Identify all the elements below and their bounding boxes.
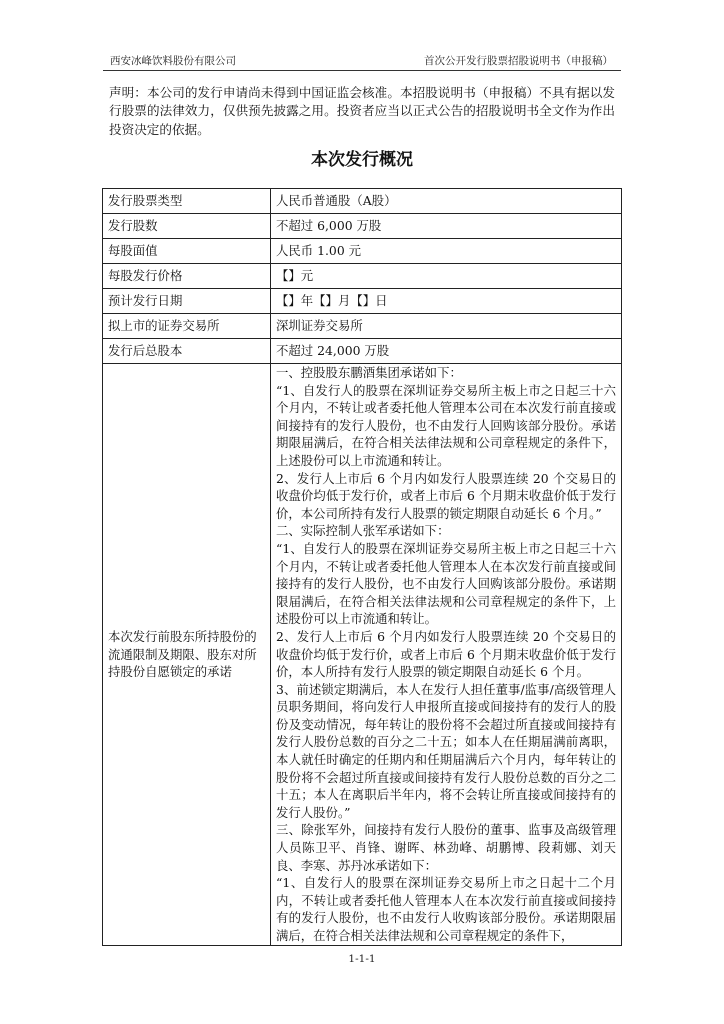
table-row: [103, 339, 622, 364]
row-label: 每股面值: [103, 239, 271, 264]
lockup-commitments: [271, 364, 622, 946]
table-row: [103, 314, 622, 339]
row-value: 深圳证券交易所: [271, 314, 622, 339]
table-row: [103, 264, 622, 289]
row-label: 发行后总股本: [103, 339, 271, 364]
row-value: 【】年【】月【】日: [271, 289, 622, 314]
row-value: 【】元: [271, 264, 622, 289]
commitment-paragraph: “1、自发行人的股票在深圳证券交易所上市之日起十二个月内，不转让或者委托他人管理本人在本次发行前直接或间接持有的发行人股份，也不由发行人收购该部分股份。承诺期限届满后，在符合相关法律法规和公司章程规定的条件下，: [276, 875, 616, 943]
row-label: 发行股数: [103, 214, 271, 239]
commitment-paragraph: 三、除张军外，间接持有发行人股份的董事、监事及高级管理人员陈卫平、肖锋、谢晖、林劲峰、胡鹏博、段莉娜、刘天良、李寒、苏丹冰承诺如下：: [276, 822, 616, 873]
lockup-label: 本次发行前股东所持股份的流通限制及期限、股东对所持股份自愿锁定的承诺: [103, 364, 271, 946]
section-title: 本次发行概况: [311, 150, 413, 170]
document-title: 首次公开发行股票招股说明书（申报稿）: [424, 55, 613, 67]
commitment-paragraph: 3、前述锁定期满后，本人在发行人担任董事/监事/高级管理人员职务期间，将向发行人申报所直接或间接持有的发行人的股份及变动情况，每年转让的股份将不会超过所直接或间接持有发行人股份总数的百分之二十五；如本人在任期届满前离职，本人就任时确定的任期内和任期届满后六个月内，每年转让的股份将不会超过所直接或间接持有发行人股份总数的百分之二十五；本人在离职后半年内，将不会转让所直接或间接持有的发行人股份。”: [276, 681, 616, 820]
commitment-paragraph: “1、自发行人的股票在深圳证券交易所主板上市之日起三十六个月内，不转让或者委托他人管理本公司在本次发行前直接或间接持有的发行人股份，也不由发行人回购该部分股份。承诺期限届满后，在符合相关法律法规和公司章程规定的条件下，上述股份可以上市流通和转让。: [276, 382, 616, 468]
lockup-row: [103, 364, 622, 946]
page-number: 1-1-1: [348, 953, 376, 965]
offering-overview-table: [102, 188, 622, 946]
disclaimer-statement: 声明：本公司的发行申请尚未得到中国证监会核准。本招股说明书（申报稿）不具有据以发行股票的法律效力，仅供预先披露之用。投资者应当以正式公告的招股说明书全文作为作出投资决定的依据。: [109, 85, 615, 137]
table-row: [103, 189, 622, 214]
company-name: 西安冰峰饮料股份有限公司: [110, 55, 236, 67]
table-row: [103, 239, 622, 264]
commitment-paragraph: 2、发行人上市后 6 个月内如发行人股票连续 20 个交易日的收盘价均低于发行价，或者上市后 6 个月期末收盘价低于发行价，本公司所持有发行人股票的锁定期限自动延长 6 个月。”: [276, 470, 616, 521]
table-row: [103, 214, 622, 239]
row-label: 预计发行日期: [103, 289, 271, 314]
row-value: 不超过 24,000 万股: [271, 339, 622, 364]
commitment-paragraph: 一、控股股东鹏酒集团承诺如下：: [276, 365, 462, 380]
commitment-paragraph: 2、发行人上市后 6 个月内如发行人股票连续 20 个交易日的收盘价均低于发行价，或者上市后 6 个月期末收盘价低于发行价，本人所持有发行人股票的锁定期限自动延长 6 个月。: [276, 628, 616, 680]
row-value: 人民币 1.00 元: [271, 239, 622, 264]
row-label: 发行股票类型: [103, 189, 271, 214]
row-value: 人民币普通股（A股）: [271, 189, 622, 214]
row-label: 每股发行价格: [103, 264, 271, 289]
page-header: [103, 50, 621, 71]
commitment-paragraph: “1、自发行人的股票在深圳证券交易所主板上市之日起三十六个月内，不转让或者委托他人管理本人在本次发行前直接或间接持有的发行人股份，也不由发行人回购该部分股份。承诺期限届满后，在符合相关法律法规和公司章程规定的条件下，上述股份可以上市流通和转让。: [276, 540, 616, 627]
table-row: [103, 289, 622, 314]
row-value: 不超过 6,000 万股: [271, 214, 622, 239]
commitment-paragraph: 二、实际控制人张军承诺如下：: [276, 523, 450, 539]
row-label: 拟上市的证券交易所: [103, 314, 271, 339]
